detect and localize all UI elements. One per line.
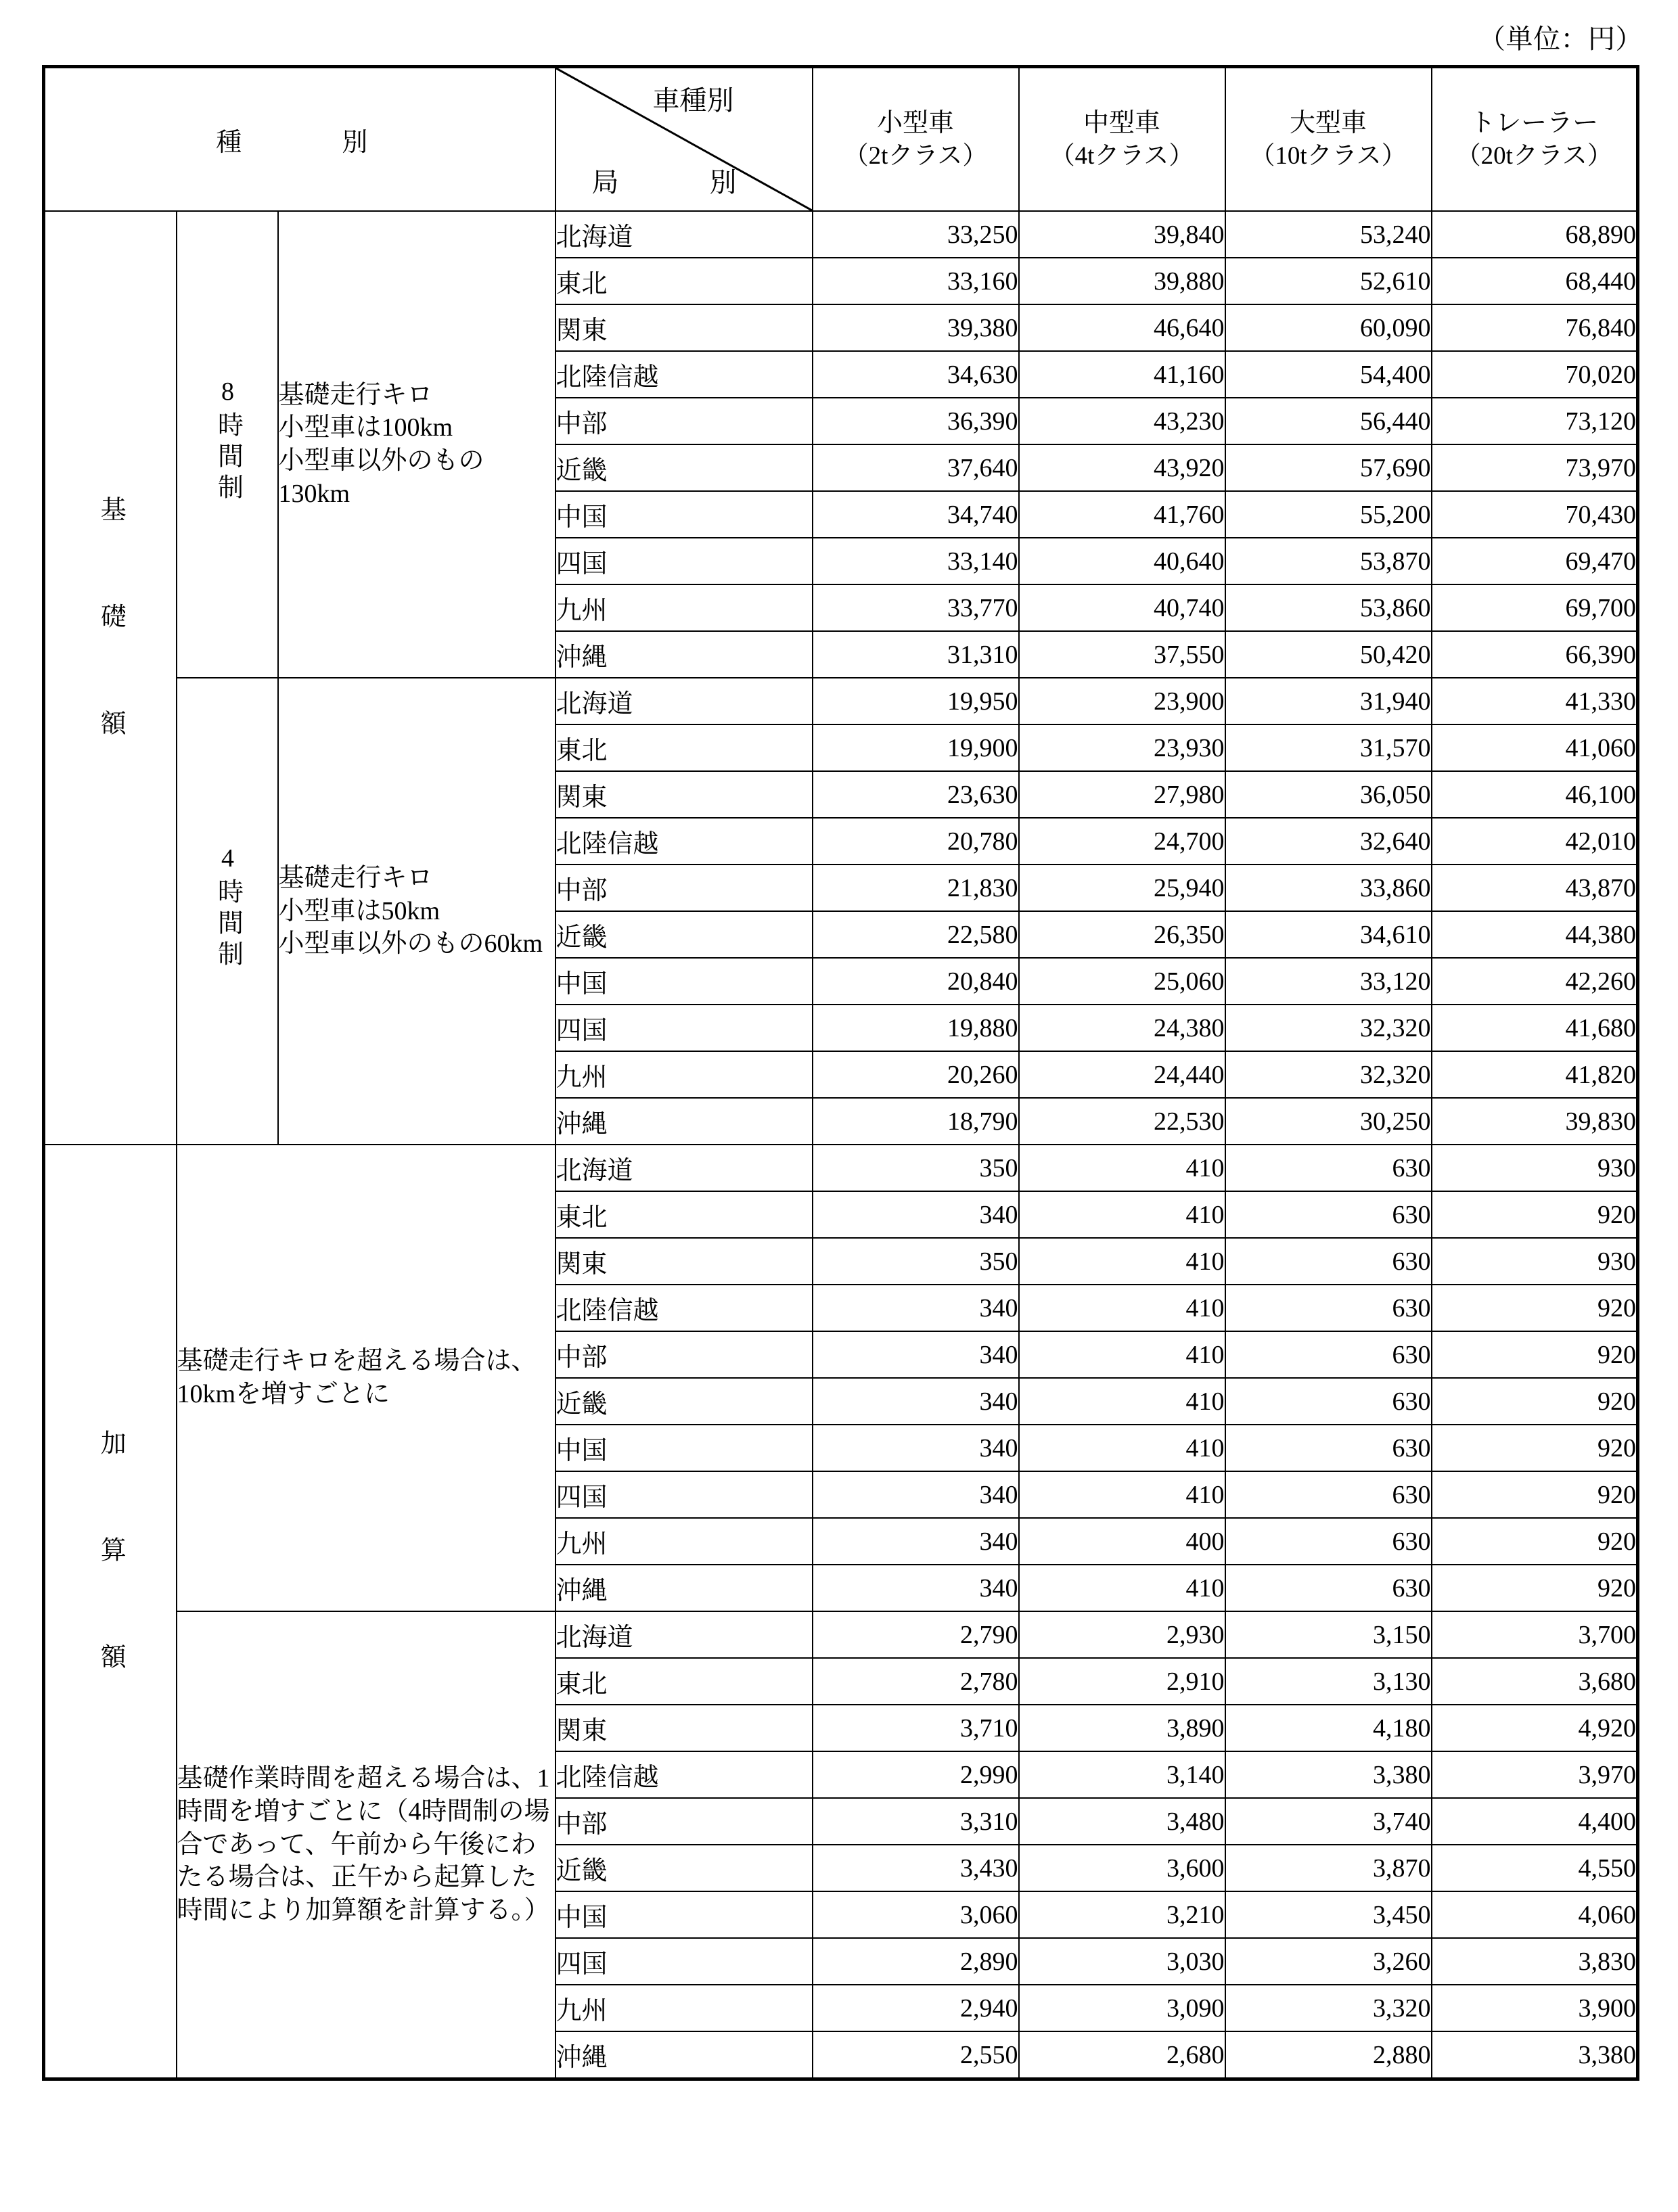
bureau-name-cell: 関東 xyxy=(555,1705,813,1751)
value-cell-2: 43,230 xyxy=(1019,398,1225,444)
bureau-name-cell: 九州 xyxy=(555,1985,813,2031)
bureau-name-cell: 関東 xyxy=(555,1238,813,1285)
value-cell-2: 3,030 xyxy=(1019,1938,1225,1985)
value-cell-4: 68,890 xyxy=(1432,211,1638,258)
rates-table xyxy=(42,65,1639,2081)
bureau-name-cell: 近畿 xyxy=(555,1845,813,1891)
bureau-name-cell: 東北 xyxy=(555,1191,813,1238)
value-cell-2: 22,530 xyxy=(1019,1098,1225,1145)
value-cell-3: 630 xyxy=(1225,1565,1432,1611)
value-cell-4: 4,920 xyxy=(1432,1705,1638,1751)
group-description: 基礎走行キロ 小型車は50km 小型車以外のもの60km xyxy=(278,678,555,1145)
value-cell-2: 2,680 xyxy=(1019,2031,1225,2079)
value-cell-1: 2,890 xyxy=(813,1938,1019,1985)
value-cell-2: 23,900 xyxy=(1019,678,1225,724)
unit-note: （単位：円） xyxy=(1478,24,1643,54)
value-cell-3: 32,320 xyxy=(1225,1051,1432,1098)
value-cell-3: 53,870 xyxy=(1225,538,1432,584)
bureau-name-cell: 東北 xyxy=(555,1658,813,1705)
value-cell-4: 76,840 xyxy=(1432,304,1638,351)
group-description: 基礎走行キロを超える場合は、10kmを増すごとに xyxy=(177,1145,555,1611)
value-cell-1: 34,740 xyxy=(813,491,1019,538)
bureau-name-cell: 北陸信越 xyxy=(555,1751,813,1798)
value-cell-2: 410 xyxy=(1019,1145,1225,1191)
value-cell-1: 3,710 xyxy=(813,1705,1019,1751)
group-description: 基礎走行キロ 小型車は100km 小型車以外のもの130km xyxy=(278,211,555,678)
value-cell-3: 52,610 xyxy=(1225,258,1432,304)
value-cell-4: 3,830 xyxy=(1432,1938,1638,1985)
bureau-name-cell: 北陸信越 xyxy=(555,818,813,865)
value-cell-4: 930 xyxy=(1432,1238,1638,1285)
table-row xyxy=(44,1145,1638,1191)
value-cell-1: 34,630 xyxy=(813,351,1019,398)
value-cell-1: 340 xyxy=(813,1191,1019,1238)
value-cell-4: 39,830 xyxy=(1432,1098,1638,1145)
value-cell-2: 41,760 xyxy=(1019,491,1225,538)
value-cell-1: 22,580 xyxy=(813,911,1019,958)
value-cell-4: 920 xyxy=(1432,1191,1638,1238)
value-cell-3: 32,320 xyxy=(1225,1005,1432,1051)
bureau-name-cell: 北海道 xyxy=(555,1611,813,1658)
value-cell-3: 4,180 xyxy=(1225,1705,1432,1751)
value-cell-2: 3,600 xyxy=(1019,1845,1225,1891)
bureau-name-cell: 関東 xyxy=(555,304,813,351)
value-cell-1: 340 xyxy=(813,1285,1019,1331)
value-cell-2: 24,440 xyxy=(1019,1051,1225,1098)
value-cell-1: 21,830 xyxy=(813,865,1019,911)
value-cell-4: 46,100 xyxy=(1432,771,1638,818)
value-cell-4: 41,060 xyxy=(1432,724,1638,771)
bureau-name-cell: 九州 xyxy=(555,1051,813,1098)
value-cell-4: 41,680 xyxy=(1432,1005,1638,1051)
value-cell-1: 2,780 xyxy=(813,1658,1019,1705)
header-col-trailer xyxy=(1432,67,1638,212)
header-bureau-label: 局 別 xyxy=(591,167,749,198)
value-cell-2: 39,880 xyxy=(1019,258,1225,304)
value-cell-4: 41,820 xyxy=(1432,1051,1638,1098)
bureau-name-cell: 沖縄 xyxy=(555,631,813,678)
value-cell-2: 410 xyxy=(1019,1378,1225,1425)
bureau-name-cell: 中国 xyxy=(555,1891,813,1938)
bureau-name-cell: 中国 xyxy=(555,1425,813,1471)
value-cell-2: 43,920 xyxy=(1019,444,1225,491)
value-cell-3: 53,860 xyxy=(1225,584,1432,631)
value-cell-1: 20,840 xyxy=(813,958,1019,1005)
value-cell-2: 40,740 xyxy=(1019,584,1225,631)
value-cell-1: 3,310 xyxy=(813,1798,1019,1845)
header-category-label: 種 別 xyxy=(44,67,555,212)
value-cell-4: 43,870 xyxy=(1432,865,1638,911)
value-cell-4: 3,900 xyxy=(1432,1985,1638,2031)
value-cell-4: 70,020 xyxy=(1432,351,1638,398)
value-cell-3: 3,150 xyxy=(1225,1611,1432,1658)
value-cell-1: 340 xyxy=(813,1471,1019,1518)
value-cell-1: 340 xyxy=(813,1565,1019,1611)
value-cell-1: 340 xyxy=(813,1331,1019,1378)
bureau-name-cell: 中国 xyxy=(555,491,813,538)
value-cell-3: 630 xyxy=(1225,1331,1432,1378)
value-cell-4: 73,970 xyxy=(1432,444,1638,491)
bureau-name-cell: 中部 xyxy=(555,1798,813,1845)
table-header-row xyxy=(44,67,1638,212)
value-cell-1: 350 xyxy=(813,1238,1019,1285)
bureau-name-cell: 北陸信越 xyxy=(555,351,813,398)
value-cell-3: 32,640 xyxy=(1225,818,1432,865)
bureau-name-cell: 沖縄 xyxy=(555,2031,813,2079)
bureau-name-cell: 中部 xyxy=(555,865,813,911)
value-cell-4: 41,330 xyxy=(1432,678,1638,724)
value-cell-2: 37,550 xyxy=(1019,631,1225,678)
value-cell-2: 23,930 xyxy=(1019,724,1225,771)
value-cell-2: 24,700 xyxy=(1019,818,1225,865)
value-cell-3: 630 xyxy=(1225,1238,1432,1285)
bureau-name-cell: 関東 xyxy=(555,771,813,818)
bureau-name-cell: 四国 xyxy=(555,1938,813,1985)
value-cell-1: 3,060 xyxy=(813,1891,1019,1938)
bureau-name-cell: 四国 xyxy=(555,1005,813,1051)
value-cell-4: 920 xyxy=(1432,1331,1638,1378)
value-cell-1: 33,140 xyxy=(813,538,1019,584)
value-cell-1: 19,950 xyxy=(813,678,1019,724)
bureau-name-cell: 沖縄 xyxy=(555,1565,813,1611)
table-body xyxy=(44,211,1638,2079)
value-cell-3: 630 xyxy=(1225,1425,1432,1471)
value-cell-2: 410 xyxy=(1019,1425,1225,1471)
value-cell-1: 23,630 xyxy=(813,771,1019,818)
value-cell-1: 2,940 xyxy=(813,1985,1019,2031)
section-label-2: 加算額 xyxy=(44,1145,177,2079)
table-row xyxy=(44,678,1638,724)
value-cell-1: 2,550 xyxy=(813,2031,1019,2079)
value-cell-1: 39,380 xyxy=(813,304,1019,351)
value-cell-2: 3,090 xyxy=(1019,1985,1225,2031)
value-cell-2: 27,980 xyxy=(1019,771,1225,818)
value-cell-1: 340 xyxy=(813,1425,1019,1471)
header-col-medium-line2: （4tクラス） xyxy=(1049,141,1194,170)
value-cell-3: 630 xyxy=(1225,1518,1432,1565)
value-cell-2: 40,640 xyxy=(1019,538,1225,584)
value-cell-4: 3,380 xyxy=(1432,2031,1638,2079)
value-cell-2: 410 xyxy=(1019,1565,1225,1611)
value-cell-1: 19,900 xyxy=(813,724,1019,771)
value-cell-3: 3,130 xyxy=(1225,1658,1432,1705)
value-cell-2: 3,480 xyxy=(1019,1798,1225,1845)
value-cell-1: 3,430 xyxy=(813,1845,1019,1891)
value-cell-4: 4,550 xyxy=(1432,1845,1638,1891)
value-cell-4: 4,060 xyxy=(1432,1891,1638,1938)
header-col-trailer-line1: トレーラー xyxy=(1470,109,1599,137)
value-cell-1: 33,250 xyxy=(813,211,1019,258)
value-cell-4: 69,470 xyxy=(1432,538,1638,584)
value-cell-4: 44,380 xyxy=(1432,911,1638,958)
value-cell-1: 350 xyxy=(813,1145,1019,1191)
bureau-name-cell: 四国 xyxy=(555,538,813,584)
header-col-large-line2: （10tクラス） xyxy=(1250,141,1407,170)
bureau-name-cell: 北陸信越 xyxy=(555,1285,813,1331)
value-cell-4: 73,120 xyxy=(1432,398,1638,444)
value-cell-4: 920 xyxy=(1432,1518,1638,1565)
group-time-label: 4時間制 xyxy=(177,678,278,1145)
value-cell-2: 410 xyxy=(1019,1471,1225,1518)
value-cell-1: 31,310 xyxy=(813,631,1019,678)
bureau-name-cell: 九州 xyxy=(555,584,813,631)
value-cell-4: 66,390 xyxy=(1432,631,1638,678)
value-cell-3: 3,450 xyxy=(1225,1891,1432,1938)
header-col-medium xyxy=(1019,67,1225,212)
value-cell-2: 3,210 xyxy=(1019,1891,1225,1938)
value-cell-1: 2,990 xyxy=(813,1751,1019,1798)
value-cell-4: 3,700 xyxy=(1432,1611,1638,1658)
value-cell-3: 31,940 xyxy=(1225,678,1432,724)
value-cell-3: 3,740 xyxy=(1225,1798,1432,1845)
group-time-label: 8時間制 xyxy=(177,211,278,678)
value-cell-3: 33,860 xyxy=(1225,865,1432,911)
header-vehicle-type-label: 車種別 xyxy=(652,85,734,116)
bureau-name-cell: 中部 xyxy=(555,398,813,444)
value-cell-4: 920 xyxy=(1432,1565,1638,1611)
value-cell-4: 69,700 xyxy=(1432,584,1638,631)
value-cell-3: 33,120 xyxy=(1225,958,1432,1005)
section-label-1: 基礎額 xyxy=(44,211,177,1145)
value-cell-2: 410 xyxy=(1019,1238,1225,1285)
value-cell-3: 2,880 xyxy=(1225,2031,1432,2079)
value-cell-2: 25,940 xyxy=(1019,865,1225,911)
bureau-name-cell: 近畿 xyxy=(555,444,813,491)
bureau-name-cell: 東北 xyxy=(555,258,813,304)
header-col-small xyxy=(813,67,1019,212)
value-cell-2: 3,140 xyxy=(1019,1751,1225,1798)
value-cell-4: 68,440 xyxy=(1432,258,1638,304)
value-cell-3: 3,260 xyxy=(1225,1938,1432,1985)
value-cell-2: 400 xyxy=(1019,1518,1225,1565)
value-cell-2: 24,380 xyxy=(1019,1005,1225,1051)
value-cell-2: 25,060 xyxy=(1019,958,1225,1005)
value-cell-1: 36,390 xyxy=(813,398,1019,444)
value-cell-3: 31,570 xyxy=(1225,724,1432,771)
header-col-medium-line1: 中型車 xyxy=(1083,109,1161,137)
value-cell-1: 18,790 xyxy=(813,1098,1019,1145)
header-col-small-line1: 小型車 xyxy=(877,109,955,137)
value-cell-4: 920 xyxy=(1432,1425,1638,1471)
value-cell-3: 50,420 xyxy=(1225,631,1432,678)
bureau-name-cell: 東北 xyxy=(555,724,813,771)
value-cell-3: 3,380 xyxy=(1225,1751,1432,1798)
value-cell-2: 39,840 xyxy=(1019,211,1225,258)
bureau-name-cell: 北海道 xyxy=(555,211,813,258)
value-cell-2: 410 xyxy=(1019,1331,1225,1378)
bureau-name-cell: 北海道 xyxy=(555,678,813,724)
value-cell-3: 57,690 xyxy=(1225,444,1432,491)
value-cell-1: 37,640 xyxy=(813,444,1019,491)
value-cell-3: 36,050 xyxy=(1225,771,1432,818)
value-cell-2: 410 xyxy=(1019,1191,1225,1238)
value-cell-3: 60,090 xyxy=(1225,304,1432,351)
value-cell-4: 42,260 xyxy=(1432,958,1638,1005)
value-cell-1: 19,880 xyxy=(813,1005,1019,1051)
table-row xyxy=(44,1611,1638,1658)
value-cell-3: 55,200 xyxy=(1225,491,1432,538)
header-col-large xyxy=(1225,67,1432,212)
table-row xyxy=(44,211,1638,258)
value-cell-4: 3,970 xyxy=(1432,1751,1638,1798)
value-cell-3: 30,250 xyxy=(1225,1098,1432,1145)
bureau-name-cell: 近畿 xyxy=(555,1378,813,1425)
value-cell-1: 340 xyxy=(813,1518,1019,1565)
value-cell-2: 26,350 xyxy=(1019,911,1225,958)
value-cell-2: 3,890 xyxy=(1019,1705,1225,1751)
value-cell-4: 920 xyxy=(1432,1378,1638,1425)
value-cell-3: 54,400 xyxy=(1225,351,1432,398)
value-cell-1: 33,160 xyxy=(813,258,1019,304)
header-col-trailer-line2: （20tクラス） xyxy=(1455,141,1612,170)
value-cell-4: 920 xyxy=(1432,1285,1638,1331)
value-cell-1: 340 xyxy=(813,1378,1019,1425)
value-cell-2: 2,910 xyxy=(1019,1658,1225,1705)
value-cell-3: 3,870 xyxy=(1225,1845,1432,1891)
value-cell-4: 4,400 xyxy=(1432,1798,1638,1845)
value-cell-2: 46,640 xyxy=(1019,304,1225,351)
bureau-name-cell: 北海道 xyxy=(555,1145,813,1191)
value-cell-3: 630 xyxy=(1225,1145,1432,1191)
value-cell-2: 2,930 xyxy=(1019,1611,1225,1658)
value-cell-4: 70,430 xyxy=(1432,491,1638,538)
header-col-small-line2: （2tクラス） xyxy=(843,141,988,170)
value-cell-3: 630 xyxy=(1225,1471,1432,1518)
value-cell-1: 20,780 xyxy=(813,818,1019,865)
bureau-name-cell: 中国 xyxy=(555,958,813,1005)
bureau-name-cell: 九州 xyxy=(555,1518,813,1565)
value-cell-4: 3,680 xyxy=(1432,1658,1638,1705)
value-cell-3: 53,240 xyxy=(1225,211,1432,258)
value-cell-4: 42,010 xyxy=(1432,818,1638,865)
value-cell-4: 930 xyxy=(1432,1145,1638,1191)
value-cell-3: 56,440 xyxy=(1225,398,1432,444)
group-description: 基礎作業時間を超える場合は、1時間を増すごとに（4時間制の場合であって、午前から午後にわたる場合は、正午から起算した時間により加算額を計算する。） xyxy=(177,1611,555,2079)
value-cell-2: 41,160 xyxy=(1019,351,1225,398)
value-cell-2: 410 xyxy=(1019,1285,1225,1331)
value-cell-4: 920 xyxy=(1432,1471,1638,1518)
value-cell-3: 630 xyxy=(1225,1285,1432,1331)
bureau-name-cell: 沖縄 xyxy=(555,1098,813,1145)
header-vehicle-bureau-split xyxy=(555,67,813,212)
header-col-large-line1: 大型車 xyxy=(1290,109,1367,137)
value-cell-3: 34,610 xyxy=(1225,911,1432,958)
value-cell-1: 2,790 xyxy=(813,1611,1019,1658)
bureau-name-cell: 近畿 xyxy=(555,911,813,958)
value-cell-3: 3,320 xyxy=(1225,1985,1432,2031)
value-cell-1: 20,260 xyxy=(813,1051,1019,1098)
value-cell-1: 33,770 xyxy=(813,584,1019,631)
bureau-name-cell: 四国 xyxy=(555,1471,813,1518)
value-cell-3: 630 xyxy=(1225,1191,1432,1238)
bureau-name-cell: 中部 xyxy=(555,1331,813,1378)
value-cell-3: 630 xyxy=(1225,1378,1432,1425)
